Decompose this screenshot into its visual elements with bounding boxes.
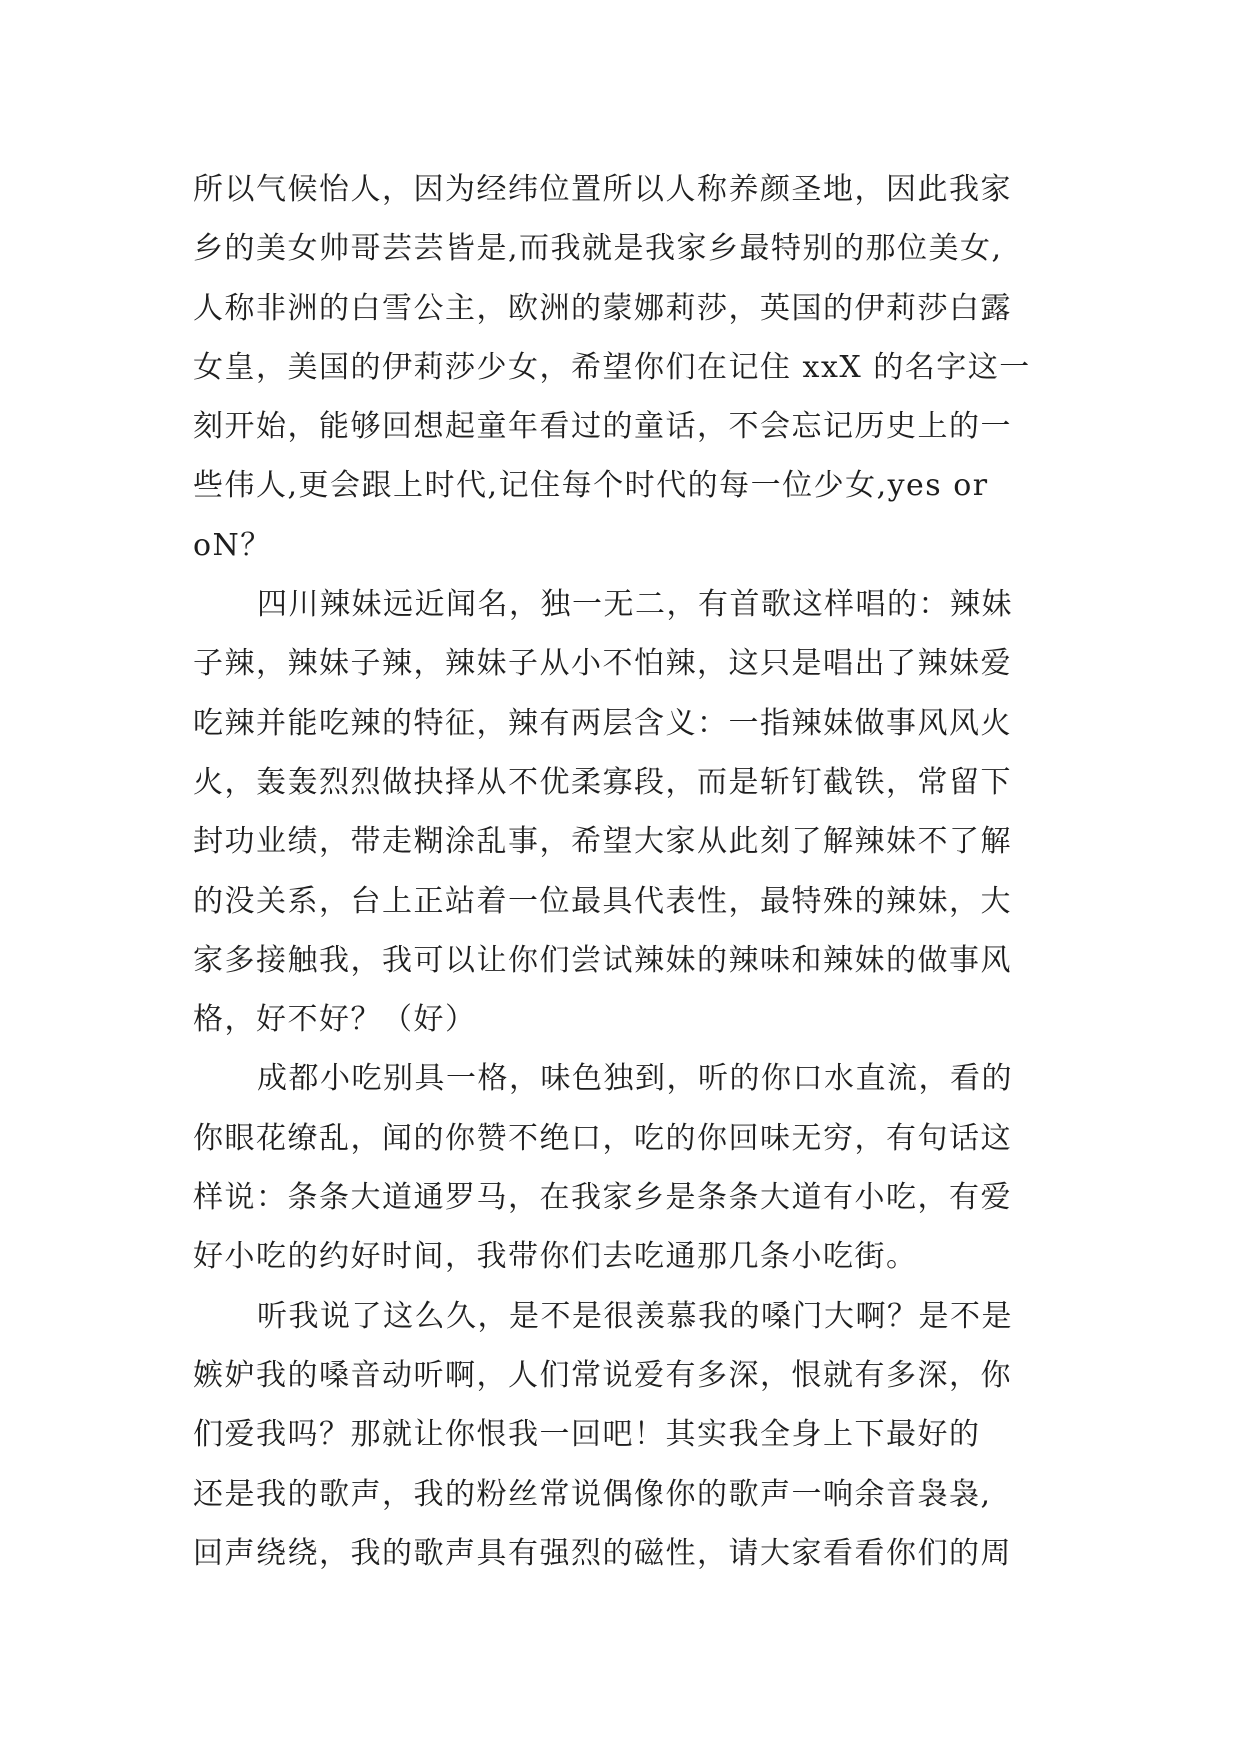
text-line: 回声绕绕，我的歌声具有强烈的磁性，请大家看看你们的周 [193, 1535, 1012, 1571]
text-line: 格，好不好？（好） [193, 1002, 477, 1038]
text-line: 吃辣并能吃辣的特征，辣有两层含义：一指辣妹做事风风火 [193, 705, 1012, 741]
text-line: 火，轰轰烈烈做抉择从不优柔寡段，而是斩钉截铁，常留下 [193, 764, 1012, 800]
text-line: 所以气候怡人，因为经纬位置所以人称养颜圣地，因此我家 [193, 172, 1012, 207]
text-line: 四川辣妹远近闻名，独一无二，有首歌这样唱的：辣妹 [257, 587, 1013, 623]
text-line: 女皇，美国的伊莉莎少女，希望你们在记住 xxX 的名字这一 [193, 349, 1031, 385]
paragraph-singing-voice [193, 1287, 1073, 1583]
text-line: 听我说了这么久，是不是很羡慕我的嗓门大啊？是不是 [257, 1298, 1013, 1334]
text-line: 家多接触我，我可以让你们尝试辣妹的辣味和辣妹的做事风 [193, 942, 1012, 978]
body-text [193, 160, 1073, 1583]
paragraph-hometown [193, 160, 1073, 575]
text-line: 刻开始，能够回想起童年看过的童话，不会忘记历史上的一 [193, 409, 1012, 445]
text-line: oN？ [193, 527, 272, 563]
text-line: 还是我的歌声，我的粉丝常说偶像你的歌声一响余音袅袅, [193, 1476, 992, 1512]
text-line: 子辣，辣妹子辣，辣妹子从小不怕辣，这只是唱出了辣妹爱 [193, 646, 1012, 682]
text-line: 嫉妒我的嗓音动听啊，人们常说爱有多深，恨就有多深，你 [193, 1357, 1012, 1393]
text-line: 的没关系，台上正站着一位最具代表性，最特殊的辣妹，大 [193, 883, 1012, 919]
text-line: 你眼花缭乱，闻的你赞不绝口，吃的你回味无穷，有句话这 [193, 1120, 1012, 1156]
text-line: 们爱我吗？那就让你恨我一回吧！其实我全身上下最好的 [193, 1417, 981, 1453]
text-line: 成都小吃别具一格，味色独到，听的你口水直流，看的 [257, 1061, 1013, 1097]
text-line: 乡的美女帅哥芸芸皆是,而我就是我家乡最特别的那位美女, [193, 231, 1003, 267]
text-line: 人称非洲的白雪公主，欧洲的蒙娜莉莎，英国的伊莉莎白露 [193, 290, 1012, 326]
text-line: 些伟人,更会跟上时代,记住每个时代的每一位少女,yes or [193, 468, 989, 504]
paragraph-chengdu-snacks [193, 1049, 1073, 1286]
text-line: 封功业绩，带走糊涂乱事，希望大家从此刻了解辣妹不了解 [193, 824, 1012, 860]
text-line: 好小吃的约好时间，我带你们去吃通那几条小吃街。 [193, 1239, 918, 1275]
text-line: 样说：条条大道通罗马，在我家乡是条条大道有小吃，有爱 [193, 1180, 1012, 1216]
paragraph-sichuan-girl [193, 575, 1073, 1049]
